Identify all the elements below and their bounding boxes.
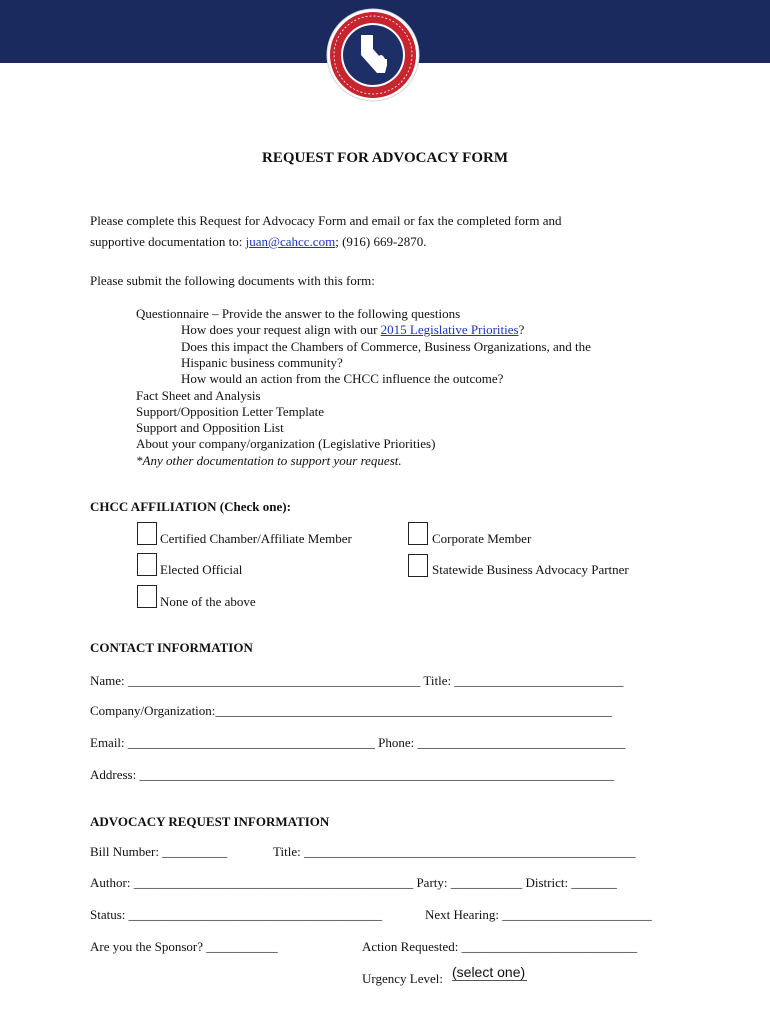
submit-instruction: Please submit the following documents with this form: <box>90 273 375 288</box>
doc-item-other: *Any other documentation to support your request. <box>136 453 402 468</box>
question-1 <box>181 322 524 338</box>
advocacy-heading: ADVOCACY REQUEST INFORMATION <box>90 814 330 829</box>
question-1-suffix: ? <box>518 322 525 337</box>
intro-text-line1: Please complete this Request for Advocacy Form and email or fax the completed form and <box>90 213 562 228</box>
label-certified-chamber: Certified Chamber/Affiliate Member <box>160 531 352 546</box>
urgency-level-label: Urgency Level: <box>362 971 443 986</box>
intro-suffix: ; (916) 669-2870. <box>335 234 427 249</box>
next-hearing-field[interactable]: Next Hearing: _______________________ <box>425 907 652 922</box>
contact-company-field[interactable]: Company/Organization:_____________________________________________________________ <box>90 703 612 718</box>
contact-address-field[interactable]: Address: _________________________________________________________________________ <box>90 767 614 782</box>
sponsor-field[interactable]: Are you the Sponsor? ___________ <box>90 939 278 954</box>
author-party-district-field[interactable]: Author: ___________________________________________ Party: ___________ District: _______ <box>90 875 617 890</box>
intro-text-line2 <box>90 234 427 250</box>
checkbox-elected-official[interactable] <box>137 553 157 576</box>
question-2-line2: Hispanic business community? <box>181 355 343 370</box>
bill-title-field[interactable]: Title: ___________________________________________________ <box>273 844 636 859</box>
chamber-seal-logo <box>325 7 421 103</box>
email-link[interactable]: juan@cahcc.com <box>245 234 336 249</box>
question-1-prefix: How does your request align with our <box>181 322 381 337</box>
intro-prefix: supportive documentation to: <box>90 234 246 249</box>
question-2-line1: Does this impact the Chambers of Commerce, Business Organizations, and the <box>181 339 591 354</box>
label-corporate-member: Corporate Member <box>432 531 532 546</box>
legislative-priorities-link[interactable]: 2015 Legislative Priorities <box>380 322 519 337</box>
checkbox-corporate-member[interactable] <box>408 522 428 545</box>
form-title: REQUEST FOR ADVOCACY FORM <box>262 150 508 166</box>
doc-item-support-list: Support and Opposition List <box>136 420 284 435</box>
doc-item-fact-sheet: Fact Sheet and Analysis <box>136 388 261 403</box>
doc-item-about-company: About your company/organization (Legislative Priorities) <box>136 436 436 451</box>
checkbox-statewide-partner[interactable] <box>408 554 428 577</box>
status-field[interactable]: Status: _______________________________________ <box>90 907 383 922</box>
question-3: How would an action from the CHCC influence the outcome? <box>181 371 504 386</box>
checkbox-none-of-above[interactable] <box>137 585 157 608</box>
doc-item-questionnaire: Questionnaire – Provide the answer to the following questions <box>136 306 461 321</box>
contact-name-title-field[interactable]: Name: _____________________________________________ Title: __________________________ <box>90 673 624 688</box>
contact-heading: CONTACT INFORMATION <box>90 640 253 655</box>
affiliation-heading: CHCC AFFILIATION (Check one): <box>90 499 291 514</box>
contact-email-phone-field[interactable]: Email: ______________________________________ Phone: ________________________________ <box>90 735 626 750</box>
checkbox-certified-chamber[interactable] <box>137 522 157 545</box>
urgency-level-select[interactable]: (select one) <box>452 964 526 980</box>
action-requested-field[interactable]: Action Requested: ___________________________ <box>362 939 638 954</box>
doc-item-letter-template: Support/Opposition Letter Template <box>136 404 325 419</box>
label-none-of-above: None of the above <box>160 594 256 609</box>
label-statewide-partner: Statewide Business Advocacy Partner <box>432 562 629 577</box>
label-elected-official: Elected Official <box>160 562 243 577</box>
bill-number-field[interactable]: Bill Number: __________ <box>90 844 228 859</box>
